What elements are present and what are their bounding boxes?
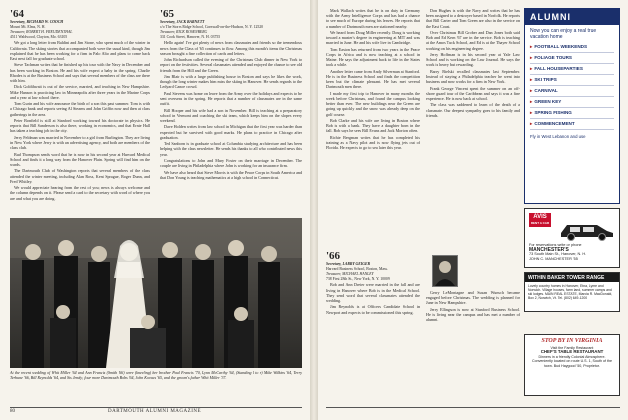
page-number: 80 bbox=[10, 409, 15, 414]
column-paragraph: Bob and Ann Dreier were married in the fall and are living in Hanover where Bob is in the Medical School. They send word that several classmates attended the wedding. bbox=[326, 282, 420, 303]
column-text bbox=[426, 8, 520, 118]
avis-ad bbox=[524, 208, 620, 268]
class-year: '66 bbox=[326, 250, 341, 262]
column-paragraph: Tom Gurin and his wife announce the birth of a son this past summer. Tom is with a Chicago bank and reports seeing Al Stearns and John Griffin now and then at class gatherings in the area. bbox=[10, 101, 150, 117]
column-paragraph: Jim Reynolds is at Officers Candidate School in Newport and expects to be commissioned this spring. bbox=[326, 304, 420, 315]
column-paragraph: Bill Hooper and his wife had a son in November. Bill is teaching at a preparatory school in Vermont and coaching the ski team, which keeps him on the slopes every weekend. bbox=[160, 107, 302, 123]
class-66-heading bbox=[326, 251, 420, 261]
alumni-ad-item: ▸ FOLIAGE TOURS bbox=[530, 53, 614, 64]
class-64-heading bbox=[10, 9, 150, 19]
column-paragraph: Congratulations to John and Mary Foster on their marriage in December. The couple are living in Philadelphia where John is working for an insurance firm. bbox=[160, 157, 302, 169]
column-text bbox=[10, 40, 150, 200]
column-text bbox=[160, 40, 302, 180]
column-paragraph: The class was saddened to learn of the death of a classmate. Our deepest sympathy goes to his family and friends. bbox=[426, 102, 520, 118]
class-treasurer: Treasurer, MICHAEL HANLEY 738 First 28th St., New York, N. Y. 10009 bbox=[326, 272, 390, 281]
restaurant-ad bbox=[524, 334, 620, 396]
class-secretary: Secretary, LARRY GEIGER bbox=[326, 262, 371, 266]
gutter bbox=[310, 0, 318, 420]
column-paragraph: Barry Bielski recalled classmates last September. Instead of staying a Philadelphia teacher he went into business and now works for a firm in New York. bbox=[426, 68, 520, 85]
alumni-ad-footer: Fly in West Lebanon and use bbox=[530, 134, 586, 139]
class-secretary-address: c/o The Storrs Ridge School, Cornwall-on-the-Hudson, N. Y. 12520 bbox=[160, 25, 264, 30]
column-paragraph: Another letter came from Andy Silverman at Stanford. He is in the Business School and finds the competition keen but the climate pleasant. He has met several Dartmouth men there. bbox=[326, 68, 420, 90]
column-paragraph: Frank George Vincent spent the summer on an off-shore guard tour of the Caribbean and says it was a fine experience. He is now back at school. bbox=[426, 85, 520, 101]
column-paragraph: Jerry Hoffman is in his second year at Yale Law School and is working on the Law Journal. He says the work is heavy but rewarding. bbox=[426, 52, 520, 68]
wedding-photo-image bbox=[10, 218, 302, 368]
column-paragraph: Dick Goldthwait is out of the service, married, and teaching in New Hampshire. Mike Hanson is practicing law in Minneapolis after three years in the Marine Corps and a year at law school there. bbox=[10, 84, 150, 100]
right-column-1-lower bbox=[326, 250, 420, 400]
class-year: '64 bbox=[10, 8, 25, 20]
avis-text: For reservations write or phone MANCHESTER'S 73 South Main St., Hanover, N. H. JOHN C. MANCHESTER '55 bbox=[529, 243, 587, 261]
column-paragraph: Richie Bergman writes that he has completed his training as a Navy pilot and is now flying jets out of Florida. He expects to go to sea later this year. bbox=[326, 134, 420, 151]
column-paragraph: Over Christmas Bill Grober and Dan Jones both said Bob and Ed Kern '67 are in the service. Bob is teaching at the Amos Tuck School, and Ed is at the Thayer School working on his engineering degree. bbox=[426, 30, 520, 51]
avis-logo: AVIS RENT A CAR bbox=[530, 214, 550, 225]
class-treasurer: Treasurer, RICK ROSENBERG 331 Cook Street, Hanover, N. H. 03755 bbox=[160, 30, 221, 39]
alumni-ad-title: ALUMNI bbox=[525, 9, 619, 25]
column-paragraph: Don Hughes is with the Navy and writes that he has been assigned to a destroyer based in Norfolk. He reports that Bill Carter and Tom Green are also in the service on the East Coast. bbox=[426, 8, 520, 29]
class-treasurer: Treasurer, ROBERT H. FREUDENTHAL 4511 Waldwood, Clayton, Mo. 63105 bbox=[10, 30, 73, 39]
column-paragraph: We got a long letter from Baldini and Jim Stone, who spent much of the winter in California. The skiing stories that accompanied both were the usual kind, though Jim explained that he has been working for a firm in Palo Alto and plans to come back East next fall for graduate school. bbox=[10, 40, 150, 61]
column-text bbox=[326, 8, 420, 150]
alumni-ad-item: ▸ COMMENCEMENT bbox=[530, 119, 614, 130]
class-secretary-address: Harvard Business School, Boston, Mass. bbox=[326, 267, 388, 272]
class-secretary-address: Mount Mt. Elms, N. H. bbox=[10, 25, 46, 30]
column-paragraph: Tom Easton has returned from two years in the Peace Corps in Africa and is now teaching at a school in Maine. He says the adjustment back to life in the States took a while. bbox=[326, 46, 420, 68]
restaurant-ad-title: STOP BY IN VIRGINIA bbox=[541, 338, 603, 344]
column-paragraph: Mark Wallach writes that he is on duty in Germany with the Army Intelligence Corps and has had a chance to see much of Europe during his leaves. He reports that a number of Dartmouth men are stationed nearby. bbox=[326, 8, 420, 29]
column-paragraph: Ted Sanborn is in graduate school at Columbia studying architecture and has been helping with the class newsletter. He sends his thanks to all who contributed news this year. bbox=[160, 141, 302, 157]
left-column-2 bbox=[160, 8, 302, 214]
column-paragraph: I made my first trip to Hanover in many months the week before Christmas, and found the campus looking better than ever. The new buildings near the Green are going up quickly and the snow was already deep on the golf course. bbox=[326, 90, 420, 117]
real-estate-ad-title: WITHIN BAKER TOWER RANGE bbox=[525, 273, 619, 282]
footer-rule bbox=[326, 407, 620, 408]
column-paragraph: Gerry LeMontagne and Susan Wunsch became engaged before Christmas. The wedding is planned for June in New Hampshire. bbox=[426, 290, 520, 306]
real-estate-ad-body: Lovely country homes in Hanover, Etna, Lyme and Norwich. Village houses, farm land, summer camps and ski lodges. MAIN REAL ESTATE, Marcia R. MacDonald, Box 2, Norwich, Vt. Tel. (802) 649-1200 bbox=[528, 283, 613, 301]
column-paragraph: Dave Holden writes from law school in Michigan that the first year was harder than expected but he survived with good marks. He plans to practice in Chicago after graduation. bbox=[160, 124, 302, 140]
class-secretary: Secretary, RICHARD W. COOCH bbox=[10, 20, 64, 24]
column-paragraph: We have also heard that Steve Morris is with the Peace Corps in South America and that Don Young is teaching mathematics at a high school in Connecticut. bbox=[160, 169, 302, 180]
column-paragraph: Peter Bonfield is still at Stanford working toward his doctorate in physics. He reports that Bill Sanderson is also there, working in economics, and that Ernie Hall has taken a teaching job in the city. bbox=[10, 117, 150, 134]
class-secretary: Secretary, JACK BARNETT bbox=[160, 20, 205, 24]
alumni-ad-item: ▸ CARNIVAL bbox=[530, 86, 614, 97]
column-paragraph: We heard from Doug Miller recently. Doug is working toward a master's degree in engineering at MIT and was married in June. He and his wife live in Cambridge. bbox=[326, 30, 420, 46]
car-icon bbox=[557, 215, 615, 241]
column-paragraph: The Dartmouth Club of Washington reports that several members of the class attended the winter meeting, including Alan Ross, Kent Sprague, Roger Dunn, and Fred Whitley. bbox=[10, 168, 150, 184]
alumni-ad-item: ▸ SKI TRIPS bbox=[530, 75, 614, 86]
column-text bbox=[426, 290, 520, 322]
column-paragraph: Paul Stevens was home on leave from the Army over the holidays and expects to be sent overseas in the spring. He reports that a number of classmates are in the same outfit. bbox=[160, 90, 302, 107]
column-paragraph: Jerry Feldman was married in November to a girl from Burlington. They are living in New York where Jerry is with an advertising agency, and both are members of the class club. bbox=[10, 134, 150, 151]
photo-caption: At the recent wedding of Whit Miller '64 and Ann Francis (Smith '66) were (kneeling) her brother Paul Francis '70, Lynn McCarthy '64, (Standing l to r) Mike Wilkins '64, Terry Terhune '66, Bill Reynolds '64, and Sis Jendy; four more Dartmouth Bobs '64, John Kovacs '65, and the groom's father Whit Miller '37. bbox=[10, 370, 302, 380]
restaurant-ad-body: Visit the Family Restaurant CHEF'S TABLE RESTAURANT Dinners in a friendly Colonial Atmosphere. Conveniently located on route U.S. 1, South of the town. Bud Haygood '50, Proprietor. bbox=[532, 346, 612, 368]
column-paragraph: Jim Blair is with a large publishing house in Boston and says he likes the work, though the long winter makes him miss the skiing in Hanover. He sends regards to the Ledyard Canoe crowd. bbox=[160, 73, 302, 90]
right-column-2-lower bbox=[426, 290, 520, 400]
right-column-2 bbox=[426, 8, 520, 252]
alumni-ad-list bbox=[525, 42, 619, 130]
right-page bbox=[318, 0, 628, 420]
column-paragraph: Steve Tachman writes that he finished up his tour with the Navy in December and has been working in Boston. He and his wife expect a baby in the spring. Charlie Rhodes is at the Business School and says that several members of the class are there with him. bbox=[10, 62, 150, 83]
alumni-ad-item: ▸ FOOTBALL WEEKENDS bbox=[530, 42, 614, 53]
right-column-1 bbox=[326, 8, 420, 246]
wedding-photo bbox=[10, 218, 302, 368]
classmate-portrait bbox=[432, 255, 458, 287]
advertisement-sidebar bbox=[524, 8, 620, 408]
alumni-ad-item: ▸ SPRING FISHING bbox=[530, 108, 614, 119]
column-paragraph: Hello again! I've got plenty of news from classmates and friends so the tremendous news from the Class of '65 continues to flow. Among this month's items the Christmas season brought a fine collection of cards and letters. bbox=[160, 40, 302, 56]
column-paragraph: John Richardson called the evening of the Christmas Club dinner in New York to report on the festivities. Several classmates attended and enjoyed the chance to see old friends from the Hill and the Green. bbox=[160, 57, 302, 73]
column-paragraph: Jerry Ellingson is now at Stanford Business School. He is living near the campus and has met a number of alumni. bbox=[426, 306, 520, 323]
left-page bbox=[0, 0, 310, 420]
class-year: '65 bbox=[160, 8, 175, 20]
class-65-heading bbox=[160, 9, 302, 19]
real-estate-ad bbox=[524, 272, 620, 312]
alumni-ad-item: ▸ FALL HOUSEPARTIES bbox=[530, 64, 614, 75]
left-column-1 bbox=[10, 8, 150, 214]
magazine-title: DARTMOUTH ALUMNI MAGAZINE bbox=[108, 409, 202, 414]
column-text bbox=[326, 282, 420, 314]
alumni-ad bbox=[524, 8, 620, 204]
column-paragraph: We would appreciate hearing from the rest of you; news is always welcome and the column depends on it. Please send a card to the secretary with word of where you are and what you are doing. bbox=[10, 185, 150, 201]
alumni-ad-subtitle: Now you can enjoy a real true vacation home bbox=[530, 28, 597, 40]
footer-rule bbox=[10, 407, 302, 408]
alumni-ad-item: ▸ GREEN KEY bbox=[530, 97, 614, 108]
column-paragraph: Bob Clarke and his wife are living in Boston where Bob is with a bank. They have a daughter born in the fall. Bob says he sees Bill Evans and Jack Morton often. bbox=[326, 118, 420, 134]
column-paragraph: Bud Thompson sends word that he is now in his second year at Harvard Medical School and finds it a long way from the Hanover Plain. Spring will find him on the wards. bbox=[10, 151, 150, 167]
